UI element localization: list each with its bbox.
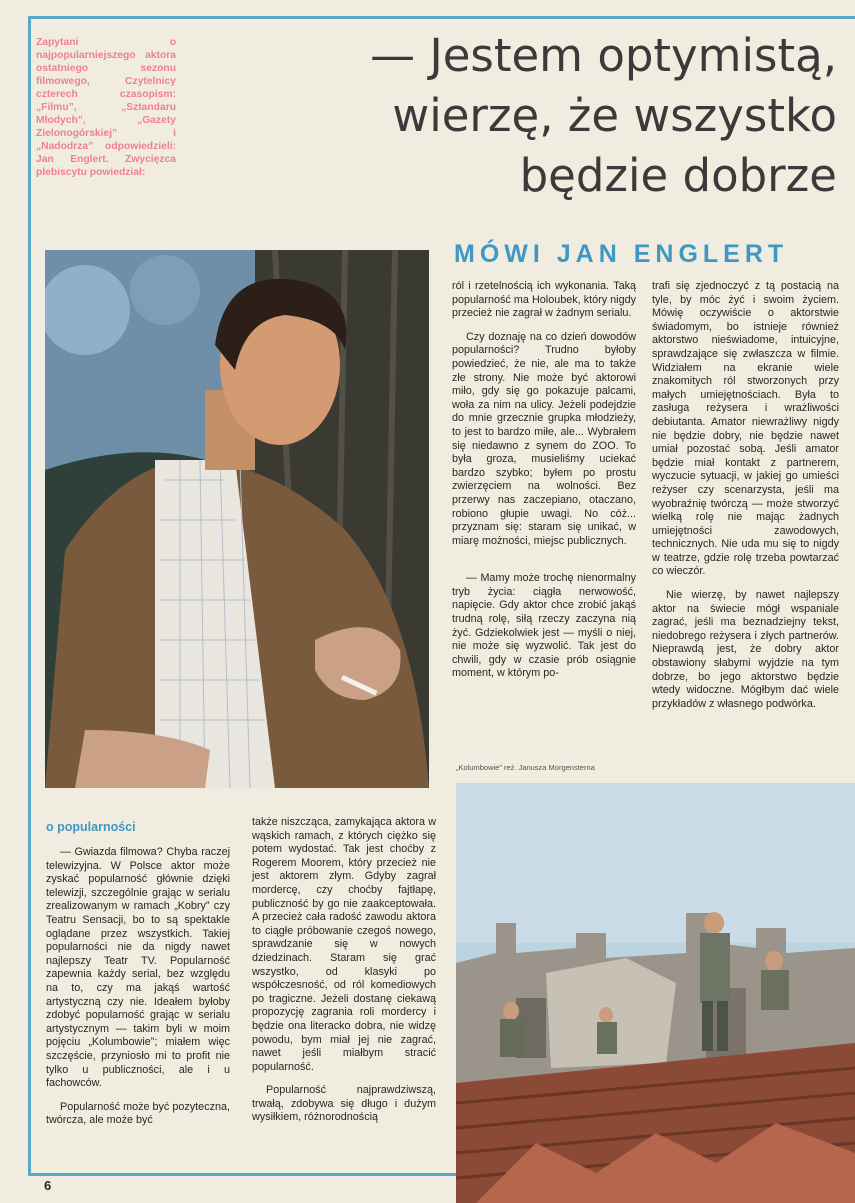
paragraph: — Mamy może trochę nienormalny tryb życia: ciągła nerwowość, napięcie. Gdy aktor chce zrobić jakąś trudną rolę, siłą rzeczy zaczyna nią żyć. Gdziekolwiek jest — myśli o niej, nie może się wyzwolić. Tak jest do chwili, gdy w czasie prób osiągnie moment, w którym po- xyxy=(452,572,636,680)
headline: — Jestem optymistą, wierzę, że wszystko będzie dobrze xyxy=(370,29,837,202)
actor-portrait-photo xyxy=(45,250,429,788)
byline: MÓWI JAN ENGLERT xyxy=(454,240,789,268)
paragraph: Popularność najprawdziwszą, trwałą, zdobywa się długo i dużym wysiłkiem, różnorodnością xyxy=(252,1084,436,1124)
portrait-illustration xyxy=(45,250,429,788)
paragraph: ról i rzetelnością ich wykonania. Taką popularność ma Holoubek, który nigdy przecież nie zagrał w żadnym serialu. xyxy=(452,280,636,320)
paragraph: Nie wierzę, by nawet najlepszy aktor na świecie mógł wspaniale zagrać, jeśli ma beznadziejny tekst, niedobrego reżysera i złych partnerów. Nieprawdą jest, że dobry aktor obstawiony słabymi wyjdzie na tym dobrze, bo jego aktorstwo będzie wtedy widoczne. Mógłbym dać wiele przykładów z własnego podwórka. xyxy=(652,589,839,710)
paragraph: — Gwiazda filmowa? Chyba raczej telewizyjna. W Polsce aktor może zyskać popularność głównie dzięki telewizji, szczególnie grając w serialu zrealizowanym w ramach „Kobry” czy Teatru Sensacji, bo to są spektakle oglądane przez wszystkich. Takiej popularności nie da nigdy nawet najlepszy Teatr TV. Popularność zapewnia każdy serial, bez względu na to, czy ma jakąś wartość artystyczną czy nie. Ideałem byłoby zdobyć popularność grając w serialu artystycznym — takim byli w moim pojęciu „Kolumbowie”; miałem więc szczęście, przyniosło mi to profit nie tylko u publiczności, ale i u fachowców. xyxy=(46,846,230,1090)
article-column-3 xyxy=(46,846,230,1138)
article-column-1 xyxy=(452,280,636,691)
intro-text: Zapytani o najpopularniejszego aktora ostatniego sezonu filmowego, Czytelnicy czterech czasopism: „Filmu”, „Sztandaru Młodych”, „Gazety Zielonogórskiej” i „Nadodrza” odpowiedzieli: Jan Englert. Zwycięzca plebiscytu powiedział: xyxy=(36,37,176,178)
section-subhead: o popularności xyxy=(46,820,136,834)
page-number: 6 xyxy=(44,1178,52,1193)
article-column-2 xyxy=(652,280,839,721)
paragraph: Popularność może być pozyteczna, twórcza, ale może być xyxy=(46,1100,230,1127)
film-still-illustration xyxy=(456,783,855,1203)
paragraph: także niszcząca, zamykająca aktora w wąskich ramach, z których ciężko się potem wydostać. Tak jest choćby z Rogerem Moorem, który przecież nie jest aktorem złym. Gdyby zagrał mordercę, czy choćby fajtłapę, publiczność by go nie zaakceptowała. A przecież cała radość zawodu aktora to ciągłe próbowanie czegoś nowego, sprawdzanie się w nowych dziedzinach. Staram się grać wszystko, od klasyki po współczesność, od ról komediowych po tragiczne. Jeżeli dostanę ciekawą propozycję zagrania roli mordercy i będzie ona literacko dobra, nie widzę powodu, bym miał jej nie zagrać, nawet jeśli miałbym stracić popularność. xyxy=(252,816,436,1073)
photo-caption: „Kolumbowie” reż. Janusza Morgensterna xyxy=(456,763,595,772)
film-still-photo xyxy=(456,783,855,1203)
article-column-4 xyxy=(252,816,436,1135)
paragraph: Czy doznaję na co dzień dowodów popularności? Trudno byłoby powiedzieć, że nie, ale ma to także złe strony. Nie może być aktorowi miło, gdy się go pokazuje palcami, woła za nim na ulicy. Jeżeli podejdzie do mnie grzecznie grupka młodzieży, to jest to bardzo miłe, ale... Wybrałem się niedawno z synem do ZOO. To była groza, musieliśmy uciekać bardzo szybko; byłem po prostu zwierzęciem na wolności. Bez przerwy nas zaczepiano, otaczano, robiono głupie uwagi. No cóż... przyznam się: staram się unikać, w miarę możności, miejsc publicznych. xyxy=(452,330,636,547)
paragraph: trafi się zjednoczyć z tą postacią na tyle, by móc żyć i swoim życiem. Mówię oczywiście o aktorstwie świadomym, bo istnieje również aktorstwo nieświadome, intuicyjne, sprawdzające się zwłaszcza w filmie. Widziałem na ekranie wiele znakomitych ról stworzonych przy małych umiejętnościach. Była to zasługa reżysera i wrażliwości debiutanta. Amator niewrażliwy nigdy nie będzie dobry, nie będzie nawet umiał pozostać sobą. Jeśli amator będzie miał kontakt z partnerem, wyczucie sytuacji, w jakiej go umieści reżyser czy scenarzysta, jeśli ma wyobraźnię twórczą — może stworzyć wielką rolę nie mając żadnych umiejętności zawodowych, technicznych. Nie uda mu się to nigdy w teatrze, gdzie rolę trzeba powtarzać co wieczór. xyxy=(652,280,839,578)
